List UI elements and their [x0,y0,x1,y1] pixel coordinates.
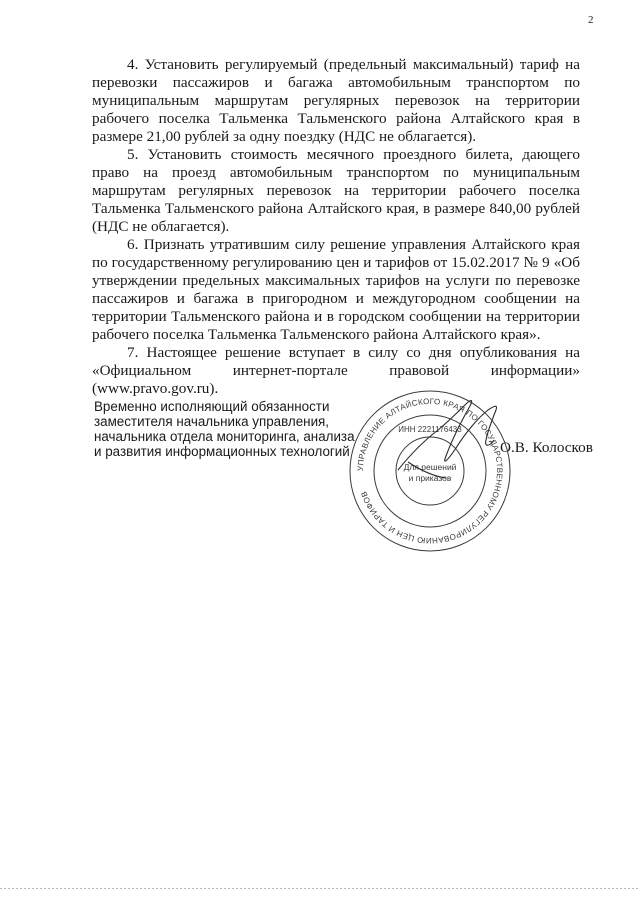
paragraph-5: 5. Установить стоимость месячного проездного билета, дающего право на проезд автомобильным транспортом по муниципальным маршрутам регулярных перевозок на территории рабочего поселка Тальменка Тальменского района Алтайского края, в размере 840,00 рублей (НДС не облагается). [92,146,580,235]
signatory-position-line: заместителя начальника управления, [94,414,330,429]
stamp-inn-text: ИНН 2221176433 [398,425,462,434]
stamp-center-line: и приказов [408,473,452,483]
paragraph-6: 6. Признать утратившим силу решение управления Алтайского края по государственному регулированию цен и тарифов от 15.02.2017 № 9 «Об утверждении предельных максимальных тарифов на услуги по перевозке пассажиров и багажа в пригородном и междугородном сообщении на территории Тальменского района и в городском сообщении на территории рабочего поселка Тальменка Тальменского района Алтайского края». [92,236,580,343]
scan-bottom-edge [0,888,640,889]
signatory-position-line: начальника отдела мониторинга, анализа [94,429,355,444]
stamp-center-line: Для решений [403,462,457,472]
signatory-position-line: Временно исполняющий обязанности [94,399,330,414]
paragraph-7: 7. Настоящее решение вступает в силу со дня опубликования на «Официальном интернет-портале правовой информации» (www.pravo.gov.ru). [92,344,580,397]
signatory-position-line: и развития информационных технологий [94,444,350,459]
stamp-ring-text-content: УПРАВЛЕНИЕ АЛТАЙСКОГО КРАЯ ПО ГОСУДАРСТВЕННОМУ РЕГУЛИРОВАНИЮ ЦЕН И ТАРИФОВ [355,396,505,546]
page-number: 2 [588,14,594,26]
paragraph-4: 4. Установить регулируемый (предельный максимальный) тариф на перевозки пассажиров и багажа автомобильным транспортом по муниципальным маршрутам регулярных перевозок на территории рабочего поселка Тальменка Тальменского района Алтайского края в размере 21,00 рублей за одну поездку (НДС не облагается). [92,56,580,145]
signatory-name: О.В. Колосков [500,439,593,456]
